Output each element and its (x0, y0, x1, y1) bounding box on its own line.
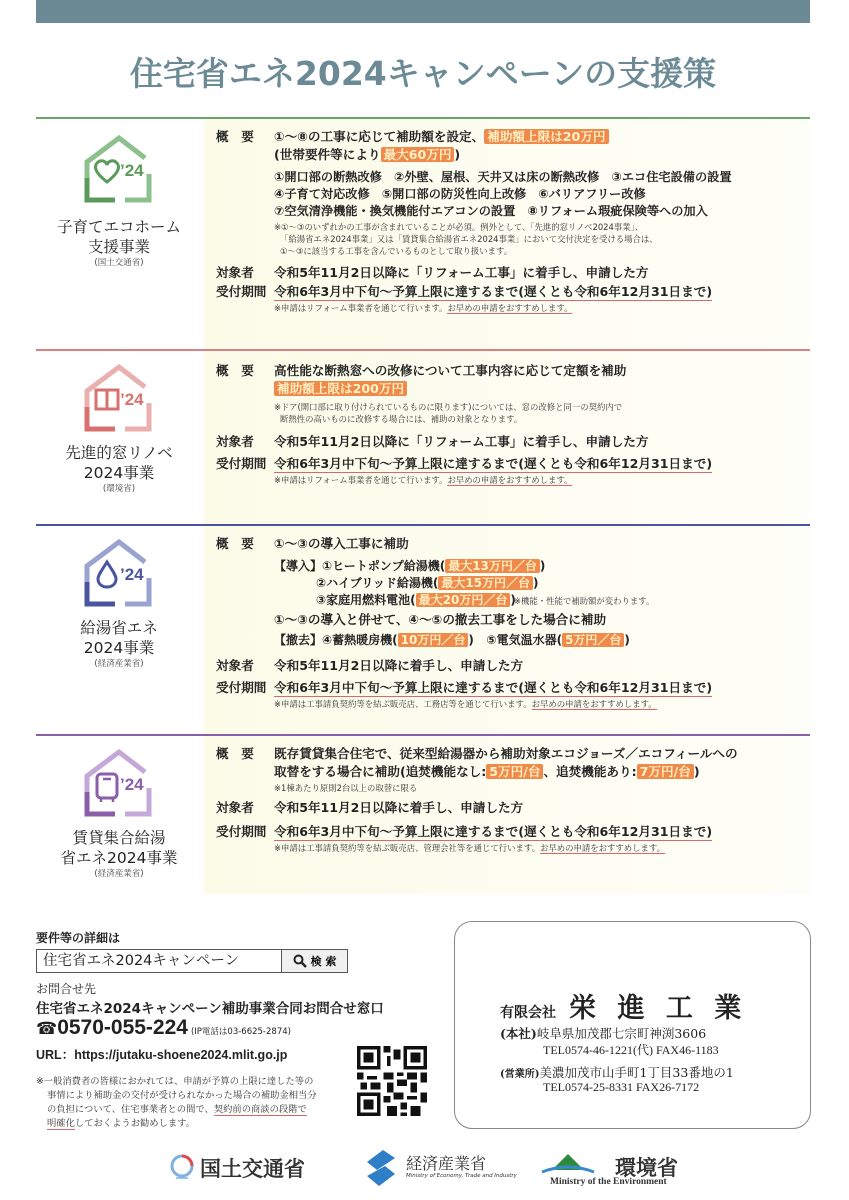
period-note-emphasis: お早めの申請をおすすめします。 (539, 843, 666, 853)
highlight-badge: 10万円／台 (398, 633, 469, 647)
period-note-emphasis: お早めの申請をおすすめします。 (447, 303, 573, 313)
program-name: 賃貸集合給湯 (72, 829, 166, 847)
note: ※ドア(開口部に取り付けられているものに限ります)については、窓の改修と同一の契約内で (274, 402, 623, 412)
search-button-label: 検 索 (310, 955, 337, 968)
item-text: ⑤電気温水器( (486, 633, 563, 647)
item-text: ) (468, 633, 474, 647)
page-title: 住宅省エネ2024キャンペーンの支援策 (129, 54, 717, 93)
highlight-badge: 5万円／台 (562, 633, 624, 647)
section-chintai-shugo-kyuto (36, 734, 810, 894)
hq-tel: TEL0574-46-1221(代) FAX46-1183 (543, 1043, 719, 1057)
period-text: 令和6年3月中下旬〜予算上限に達するまで(遅くとも令和6年12月31日まで) (274, 456, 713, 471)
item-text: ) (510, 593, 516, 607)
overview-text: ①〜③の導入と併せて、④〜⑤の撤去工事をした場合に補助 (274, 612, 607, 627)
overview-label: 概 要 (216, 363, 254, 378)
highlight-badge: 最大13万円／台 (445, 559, 540, 573)
svg-text:’24: ’24 (120, 390, 144, 409)
overview-text: ①〜③の導入工事に補助 (274, 536, 409, 551)
overview-label: 概 要 (216, 536, 254, 551)
program-name: 子育てエコホーム (56, 218, 181, 236)
overview-text: ①〜⑧の工事に応じて補助額を設定、 (274, 129, 485, 144)
ministry-label: (経済産業省) (94, 869, 144, 879)
company-type: 有限会社 (500, 1005, 556, 1021)
period-note: ※申請はリフォーム事業者を通じて行います。 (274, 475, 448, 485)
disclaimer-line: しておくようお勧めします。 (74, 1118, 196, 1129)
period-text: 令和6年3月中下旬〜予算上限に達するまで(遅くとも令和6年12月31日まで) (274, 284, 713, 299)
program-name: 省エネ2024事業 (60, 849, 178, 867)
item-text: ) (539, 559, 546, 573)
period-note-emphasis: お早めの申請をおすすめします。 (447, 475, 573, 485)
target-label: 対象者 (216, 658, 254, 673)
program-name: 給湯省エネ (80, 619, 158, 637)
company-card (454, 921, 811, 1129)
note: ※機能・性能で補助額が変わります。 (514, 596, 655, 606)
period-label: 受付期間 (216, 680, 267, 695)
period-text: 令和6年3月中下旬〜予算上限に達するまで(遅くとも令和6年12月31日まで) (274, 824, 713, 839)
program-name: 2024事業 (83, 464, 155, 482)
overview-text: (世帯要件等により (274, 147, 381, 162)
highlight-badge: 補助額上限は200万円 (274, 381, 407, 396)
overview-label: 概 要 (216, 746, 254, 761)
house-water-heater-icon (83, 748, 155, 818)
overview-text: 取替をする場合に補助(追焚機能なし: (274, 764, 487, 779)
program-name: 先進的窓リノベ (65, 444, 173, 462)
env-label: 環境省 (615, 1156, 678, 1180)
target-text: 令和5年11月2日以降に「リフォーム工事」に着手し、申請した方 (274, 434, 649, 449)
hq-address: 岐阜県加茂郡七宗町神渕3606 (536, 1026, 707, 1041)
contact-heading: お問合せ先 (36, 982, 97, 996)
item-text: ④蓄熱暖房機( (322, 633, 398, 647)
disclaimer-line: ※一般消費者の皆様におかれては、申請が予算の上限に達した等の (36, 1076, 314, 1087)
contact-name: 住宅省エネ2024キャンペーン補助事業合同お問合せ窓口 (36, 1001, 384, 1017)
period-label: 受付期間 (216, 284, 267, 299)
item-text: ) (624, 633, 630, 647)
note: ※1棟あたり原則2台以上の取替に限る (274, 783, 418, 793)
removal-tag: 【撤去】 (274, 633, 323, 647)
overview-text: 既存賃貸集合住宅で、従来型給湯器から補助対象エコジョーズ／エコフィールへの (274, 746, 738, 761)
mlit-label: 国土交通省 (200, 1157, 305, 1181)
period-label: 受付期間 (216, 824, 267, 839)
disclaimer-line: の負担について、住宅事業者との間で、 (47, 1104, 214, 1115)
note: 「給湯省エネ2024事業」又は「賃貸集合給湯省エネ2024事業」において交付決定を受ける場合は、 (280, 234, 658, 244)
disclaimer-line: 事情により補助金の交付が受けられなかった場合の補助金相当分 (47, 1090, 317, 1101)
svg-text:’24: ’24 (120, 775, 144, 794)
program-name: 支援事業 (87, 238, 150, 256)
overview-label: 概 要 (216, 129, 254, 144)
branch-label: (営業所) (500, 1069, 540, 1080)
note: ※①〜③のいずれかの工事が含まれていることが必須。例外として、「先進的窓リノベ2024事業」、 (274, 222, 644, 232)
meti-logo-icon (363, 1148, 399, 1188)
ministry-label: (国土交通省) (94, 258, 144, 268)
item-text: ③家庭用燃料電池( (316, 593, 416, 607)
work-items: ⑦空気清浄機能・換気機能付エアコンの設置 ⑧リフォーム瑕疵保険等への加入 (274, 204, 708, 218)
search-box (36, 949, 348, 973)
meti-label: 経済産業省 (406, 1154, 487, 1173)
env-english: Ministry of the Environment (550, 1177, 667, 1187)
period-note: ※申請は工事請負契約等を結ぶ販売店、管理会社等を通じて行います。 (274, 843, 540, 853)
item-text: ①ヒートポンプ給湯機( (322, 559, 446, 573)
highlight-badge: 7万円/台 (637, 764, 694, 779)
item-text: ②ハイブリッド給湯機( (316, 576, 439, 590)
work-items: ①開口部の断熱改修 ②外壁、屋根、天井又は床の断熱改修 ③エコ住宅設備の設置 (274, 170, 732, 184)
search-icon (293, 954, 307, 968)
phone-icon: ☎ (36, 1019, 58, 1039)
overview-text: 高性能な断熱窓への改修について工事内容に応じて定額を補助 (274, 363, 627, 378)
website-url[interactable]: URL：https://jutaku-shoene2024.mlit.go.jp (36, 1048, 288, 1062)
period-text: 令和6年3月中下旬〜予算上限に達するまで(遅くとも令和6年12月31日まで) (274, 680, 713, 695)
disclaimer (36, 1075, 317, 1131)
highlight-badge: 最大15万円／台 (438, 576, 533, 590)
house-window-icon (83, 363, 155, 433)
meti-english: Ministry of Economy, Trade and Industry (406, 1173, 517, 1179)
note: 断熱性の高いものに改修する場合には、補助の対象となります。 (280, 414, 523, 424)
section-senshinteki-mado-renove (36, 349, 810, 524)
highlight-badge: 5万円/台 (486, 764, 543, 779)
branch-tel: TEL0574-25-8331 FAX26-7172 (543, 1080, 700, 1094)
search-button[interactable] (282, 950, 347, 972)
company-name: 栄 進 工 業 (569, 993, 748, 1024)
highlight-badge: 最大20万円／台 (416, 593, 511, 607)
svg-text:’24: ’24 (120, 565, 144, 584)
ministry-logos (160, 1148, 720, 1188)
details-heading: 要件等の詳細は (36, 931, 121, 945)
overview-text: ) (454, 147, 461, 162)
period-label: 受付期間 (216, 456, 267, 471)
house-heart-icon (83, 134, 155, 204)
period-note: ※申請は工事請負契約等を結ぶ販売店、工務店等を通じて行います。 (274, 699, 532, 709)
note: ①〜③に該当する工事を含んでいるものとして取り扱います。 (280, 246, 513, 256)
target-text: 令和5年11月2日以降に「リフォーム工事」に着手し、申請した方 (274, 265, 649, 280)
period-note: ※申請はリフォーム事業者を通じて行います。 (274, 303, 448, 313)
search-input[interactable] (37, 950, 282, 972)
target-text: 令和5年11月2日以降に着手し、申請した方 (274, 800, 524, 815)
install-tag: 【導入】 (274, 559, 323, 573)
ministry-label: (環境省) (102, 484, 136, 494)
overview-text: 、追焚機能あり: (543, 764, 637, 779)
svg-text:’24: ’24 (120, 161, 144, 180)
item-text: ) (533, 576, 539, 590)
program-name: 2024事業 (83, 639, 155, 657)
mlit-logo-icon (170, 1154, 194, 1180)
period-note-emphasis: お早めの申請をおすすめします。 (531, 699, 657, 709)
house-water-drop-icon (83, 538, 155, 608)
target-label: 対象者 (216, 434, 254, 449)
env-logo-icon (538, 1152, 598, 1176)
ministry-label: (経済産業省) (94, 659, 144, 669)
work-items: ④子育て対応改修 ⑤開口部の防災性向上改修 ⑥バリアフリー改修 (274, 187, 646, 201)
target-label: 対象者 (216, 800, 254, 815)
overview-text: ) (693, 764, 700, 779)
branch-address: 美濃加茂市山手町1丁目33番地の1 (539, 1065, 734, 1080)
section-kyuto-shoene (36, 524, 810, 734)
hq-label: (本社) (500, 1026, 537, 1041)
highlight-badge: 最大60万円 (381, 147, 455, 162)
target-label: 対象者 (216, 265, 254, 280)
disclaimer-emphasis: 明確化 (47, 1118, 75, 1129)
qr-code[interactable] (357, 1046, 427, 1116)
phone-note: (IP電話は03-6625-2874) (190, 1027, 291, 1037)
disclaimer-emphasis: 契約前の商談の段階で (213, 1104, 307, 1115)
phone-number[interactable]: 0570-055-224 (57, 1016, 188, 1039)
header-bar (36, 0, 810, 23)
section-kosodate-eco-home (36, 117, 810, 349)
target-text: 令和5年11月2日以降に着手し、申請した方 (274, 658, 524, 673)
highlight-badge: 補助額上限は20万円 (484, 129, 608, 144)
